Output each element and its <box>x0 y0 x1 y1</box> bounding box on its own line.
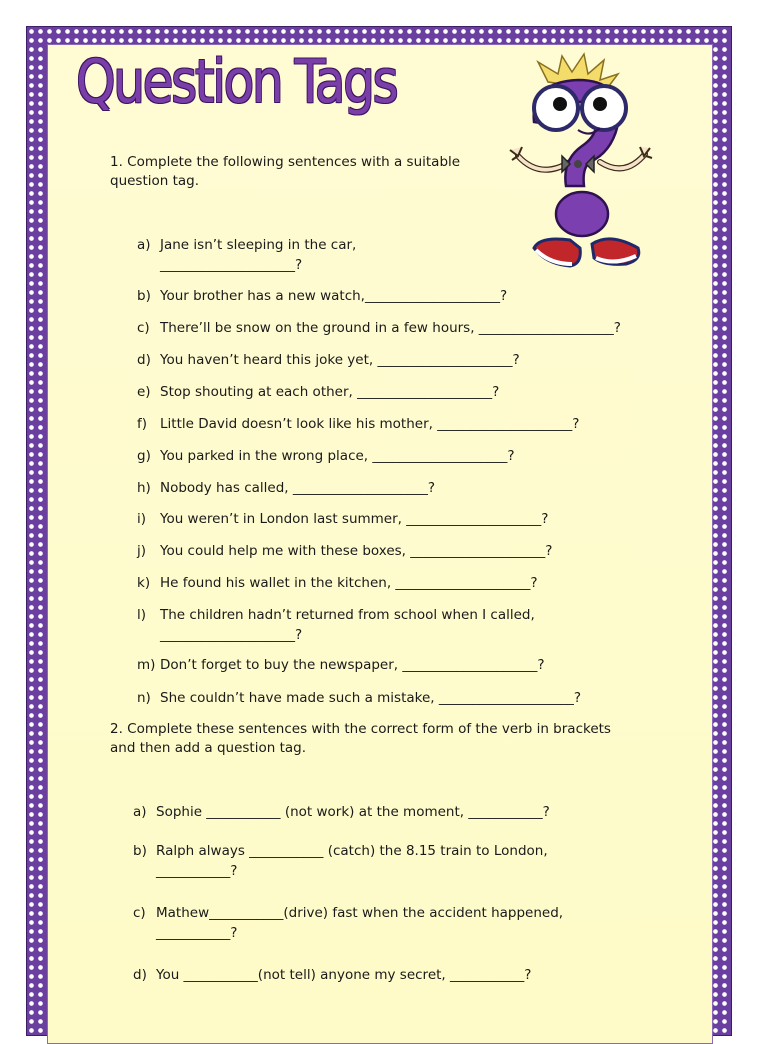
list-item <box>137 447 677 467</box>
list-item <box>137 510 677 530</box>
item-label: j) <box>137 543 147 559</box>
item-label: c) <box>133 905 146 921</box>
item-text: She couldn’t have made such a mistake, ____________________? <box>160 690 582 706</box>
list-item <box>137 656 677 676</box>
item-label: m) <box>137 657 156 673</box>
item-label: l) <box>137 607 147 623</box>
item-label: b) <box>133 843 147 859</box>
item-label: n) <box>137 690 151 706</box>
item-text: Stop shouting at each other, ____________________? <box>160 384 500 400</box>
item-text: You parked in the wrong place, ____________________? <box>160 448 515 464</box>
section1-instruction: 1. Complete the following sentences with a suitable question tag. <box>110 154 461 189</box>
list-item <box>133 966 673 986</box>
section2-instruction: 2. Complete these sentences with the correct form of the verb in brackets and then add a question tag. <box>110 721 611 756</box>
list-item <box>133 904 673 943</box>
list-item <box>137 606 677 645</box>
item-text: You ___________(not tell) anyone my secret, ___________? <box>156 967 532 983</box>
item-text: Ralph always ___________ (catch) the 8.15 train to London, ___________? <box>156 843 548 879</box>
item-text: Little David doesn’t look like his mother, ____________________? <box>160 416 580 432</box>
item-text: Mathew___________(drive) fast when the accident happened, ___________? <box>156 905 564 941</box>
item-text: Jane isn’t sleeping in the car, ____________________? <box>160 237 357 273</box>
list-item <box>137 319 677 339</box>
item-text: You could help me with these boxes, ____________________? <box>160 543 553 559</box>
item-label: a) <box>133 804 147 820</box>
page-title: Question Tags <box>76 47 397 117</box>
list-item <box>137 383 677 403</box>
list-item <box>137 415 677 435</box>
list-item <box>133 842 673 881</box>
list-item <box>137 479 677 499</box>
list-item <box>137 287 677 307</box>
item-label: d) <box>133 967 147 983</box>
item-text: Nobody has called, ____________________? <box>160 480 436 496</box>
item-label: a) <box>137 237 151 253</box>
item-text: There’ll be snow on the ground in a few hours, ____________________? <box>160 320 621 336</box>
item-label: b) <box>137 288 151 304</box>
item-label: f) <box>137 416 148 432</box>
item-label: i) <box>137 511 147 527</box>
item-label: h) <box>137 480 151 496</box>
list-item <box>137 351 677 371</box>
list-item <box>137 236 677 275</box>
list-item <box>137 542 677 562</box>
item-label: g) <box>137 448 151 464</box>
item-text: Sophie ___________ (not work) at the moment, ___________? <box>156 804 550 820</box>
list-item <box>137 689 677 709</box>
item-text: Don’t forget to buy the newspaper, ____________________? <box>160 657 545 673</box>
item-text: You haven’t heard this joke yet, ____________________? <box>160 352 520 368</box>
list-item <box>137 574 677 594</box>
item-label: d) <box>137 352 151 368</box>
item-label: k) <box>137 575 151 591</box>
list-item <box>133 803 673 823</box>
item-label: c) <box>137 320 150 336</box>
item-text: The children hadn’t returned from school when I called, ____________________? <box>160 607 535 643</box>
item-text: Your brother has a new watch,____________________? <box>160 288 508 304</box>
item-text: He found his wallet in the kitchen, ____________________? <box>160 575 538 591</box>
item-label: e) <box>137 384 151 400</box>
item-text: You weren’t in London last summer, ____________________? <box>160 511 549 527</box>
